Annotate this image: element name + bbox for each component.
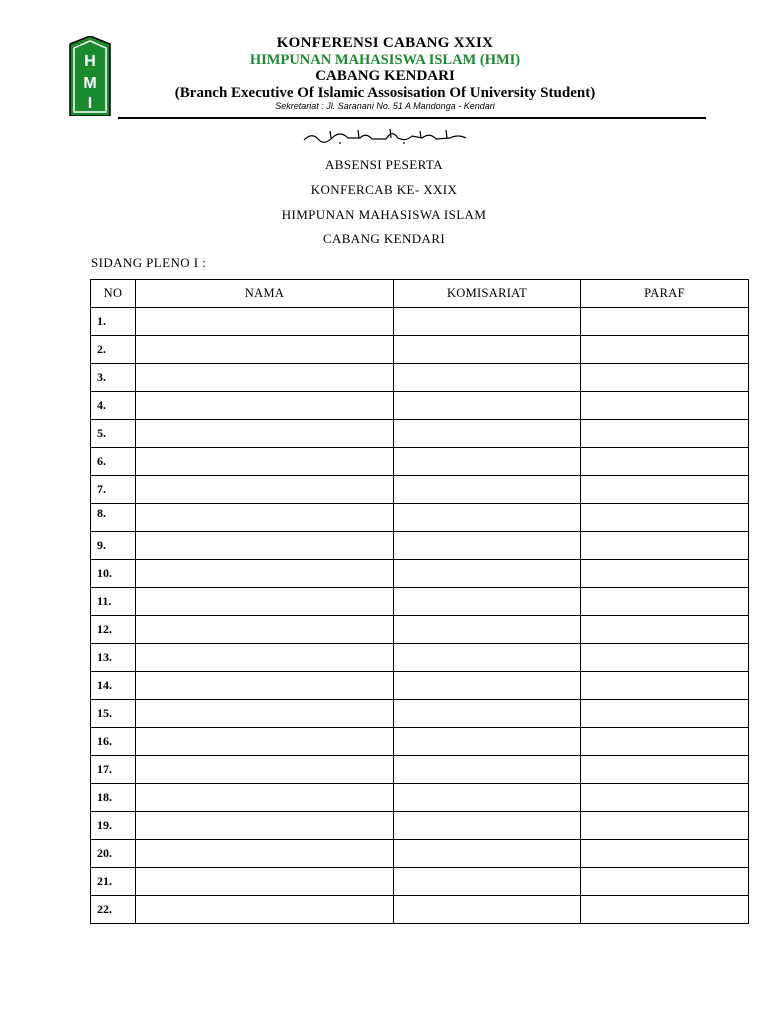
- paraf-cell[interactable]: [581, 868, 749, 896]
- branch-subtitle: CABANG KENDARI: [322, 231, 446, 246]
- paraf-cell[interactable]: [581, 700, 749, 728]
- row-number: 6.: [91, 448, 136, 476]
- table-row: [91, 756, 749, 784]
- table-row: [91, 532, 749, 560]
- komisariat-cell[interactable]: [394, 560, 581, 588]
- paraf-cell[interactable]: [581, 448, 749, 476]
- nama-cell[interactable]: [136, 672, 394, 700]
- row-number: 15.: [91, 700, 136, 728]
- table-row: [91, 420, 749, 448]
- row-number: 16.: [91, 728, 136, 756]
- table-row: [91, 868, 749, 896]
- hmi-logo: [68, 36, 112, 116]
- row-number: 9.: [91, 532, 136, 560]
- table-row: [91, 616, 749, 644]
- nama-cell[interactable]: [136, 644, 394, 672]
- paraf-cell[interactable]: [581, 896, 749, 924]
- secretariat-address: Sekretariat : Jl. Saranani No. 51 A Mandonga - Kendari: [275, 101, 495, 111]
- table-row: [91, 504, 749, 532]
- paraf-cell[interactable]: [581, 336, 749, 364]
- table-row: [91, 812, 749, 840]
- nama-cell[interactable]: [136, 896, 394, 924]
- komisariat-cell[interactable]: [394, 644, 581, 672]
- table-row: [91, 840, 749, 868]
- row-number: 11.: [91, 588, 136, 616]
- paraf-cell[interactable]: [581, 784, 749, 812]
- nama-cell[interactable]: [136, 616, 394, 644]
- nama-cell[interactable]: [136, 504, 394, 532]
- nama-cell[interactable]: [136, 700, 394, 728]
- branch-english-name: (Branch Executive Of Islamic Assosisation Of University Student): [174, 85, 596, 101]
- paraf-cell[interactable]: [581, 616, 749, 644]
- table-row: [91, 560, 749, 588]
- komisariat-cell[interactable]: [394, 364, 581, 392]
- nama-cell[interactable]: [136, 308, 394, 336]
- komisariat-cell[interactable]: [394, 504, 581, 532]
- paraf-cell[interactable]: [581, 504, 749, 532]
- document-title: ABSENSI PESERTA: [325, 157, 443, 172]
- komisariat-cell[interactable]: [394, 700, 581, 728]
- attendance-table: [90, 279, 749, 924]
- conference-title: KONFERENSI CABANG XXIX: [276, 35, 494, 51]
- komisariat-cell[interactable]: [394, 672, 581, 700]
- row-number: 12.: [91, 616, 136, 644]
- conference-subtitle: KONFERCAB KE- XXIX: [310, 182, 458, 197]
- row-number: 20.: [91, 840, 136, 868]
- nama-cell[interactable]: [136, 392, 394, 420]
- komisariat-cell[interactable]: [394, 308, 581, 336]
- svg-text:H: H: [84, 53, 96, 70]
- paraf-cell[interactable]: [581, 728, 749, 756]
- header-nama: NAMA: [136, 280, 394, 308]
- komisariat-cell[interactable]: [394, 336, 581, 364]
- table-header-row: [91, 280, 749, 308]
- komisariat-cell[interactable]: [394, 420, 581, 448]
- komisariat-cell[interactable]: [394, 756, 581, 784]
- paraf-cell[interactable]: [581, 812, 749, 840]
- row-number: 7.: [91, 476, 136, 504]
- paraf-cell[interactable]: [581, 644, 749, 672]
- row-number: 14.: [91, 672, 136, 700]
- table-row: [91, 392, 749, 420]
- table-row: [91, 644, 749, 672]
- row-number: 10.: [91, 560, 136, 588]
- paraf-cell[interactable]: [581, 392, 749, 420]
- row-number: 8.: [91, 504, 136, 532]
- table-row: [91, 896, 749, 924]
- table-row: [91, 588, 749, 616]
- paraf-cell[interactable]: [581, 588, 749, 616]
- komisariat-cell[interactable]: [394, 532, 581, 560]
- header-paraf: PARAF: [581, 280, 749, 308]
- row-number: 13.: [91, 644, 136, 672]
- paraf-cell[interactable]: [581, 308, 749, 336]
- nama-cell[interactable]: [136, 336, 394, 364]
- komisariat-cell[interactable]: [394, 784, 581, 812]
- row-number: 2.: [91, 336, 136, 364]
- row-number: 5.: [91, 420, 136, 448]
- table-row: [91, 364, 749, 392]
- nama-cell[interactable]: [136, 840, 394, 868]
- paraf-cell[interactable]: [581, 840, 749, 868]
- nama-cell[interactable]: [136, 476, 394, 504]
- nama-cell[interactable]: [136, 784, 394, 812]
- table-row: [91, 672, 749, 700]
- table-row: [91, 728, 749, 756]
- session-label: SIDANG PLENO I :: [91, 255, 207, 270]
- row-number: 1.: [91, 308, 136, 336]
- paraf-cell[interactable]: [581, 420, 749, 448]
- svg-text:I: I: [87, 95, 93, 112]
- komisariat-cell[interactable]: [394, 896, 581, 924]
- nama-cell[interactable]: [136, 756, 394, 784]
- row-number: 21.: [91, 868, 136, 896]
- table-row: [91, 476, 749, 504]
- table-row: [91, 336, 749, 364]
- organization-name: HIMPUNAN MAHASISWA ISLAM (HMI): [249, 52, 521, 68]
- komisariat-cell[interactable]: [394, 868, 581, 896]
- table-row: [91, 700, 749, 728]
- nama-cell[interactable]: [136, 364, 394, 392]
- nama-cell[interactable]: [136, 728, 394, 756]
- row-number: 18.: [91, 784, 136, 812]
- svg-text:M: M: [83, 75, 97, 92]
- organization-subtitle: HIMPUNAN MAHASISWA ISLAM: [281, 207, 487, 222]
- header-komisariat: KOMISARIAT: [394, 280, 581, 308]
- komisariat-cell[interactable]: [394, 476, 581, 504]
- nama-cell[interactable]: [136, 448, 394, 476]
- paraf-cell[interactable]: [581, 532, 749, 560]
- komisariat-cell[interactable]: [394, 616, 581, 644]
- nama-cell[interactable]: [136, 532, 394, 560]
- row-number: 22.: [91, 896, 136, 924]
- komisariat-cell[interactable]: [394, 812, 581, 840]
- header-no: NO: [91, 280, 136, 308]
- table-row: [91, 308, 749, 336]
- komisariat-cell[interactable]: [394, 392, 581, 420]
- nama-cell[interactable]: [136, 868, 394, 896]
- nama-cell[interactable]: [136, 420, 394, 448]
- komisariat-cell[interactable]: [394, 840, 581, 868]
- table-row: [91, 784, 749, 812]
- paraf-cell[interactable]: [581, 476, 749, 504]
- row-number: 4.: [91, 392, 136, 420]
- paraf-cell[interactable]: [581, 560, 749, 588]
- nama-cell[interactable]: [136, 588, 394, 616]
- komisariat-cell[interactable]: [394, 728, 581, 756]
- row-number: 3.: [91, 364, 136, 392]
- komisariat-cell[interactable]: [394, 448, 581, 476]
- header-divider: [118, 117, 706, 119]
- paraf-cell[interactable]: [581, 672, 749, 700]
- paraf-cell[interactable]: [581, 756, 749, 784]
- bismillah-calligraphy: [300, 126, 470, 146]
- row-number: 17.: [91, 756, 136, 784]
- komisariat-cell[interactable]: [394, 588, 581, 616]
- table-row: [91, 448, 749, 476]
- nama-cell[interactable]: [136, 560, 394, 588]
- branch-name: CABANG KENDARI: [315, 68, 455, 84]
- nama-cell[interactable]: [136, 812, 394, 840]
- paraf-cell[interactable]: [581, 364, 749, 392]
- row-number: 19.: [91, 812, 136, 840]
